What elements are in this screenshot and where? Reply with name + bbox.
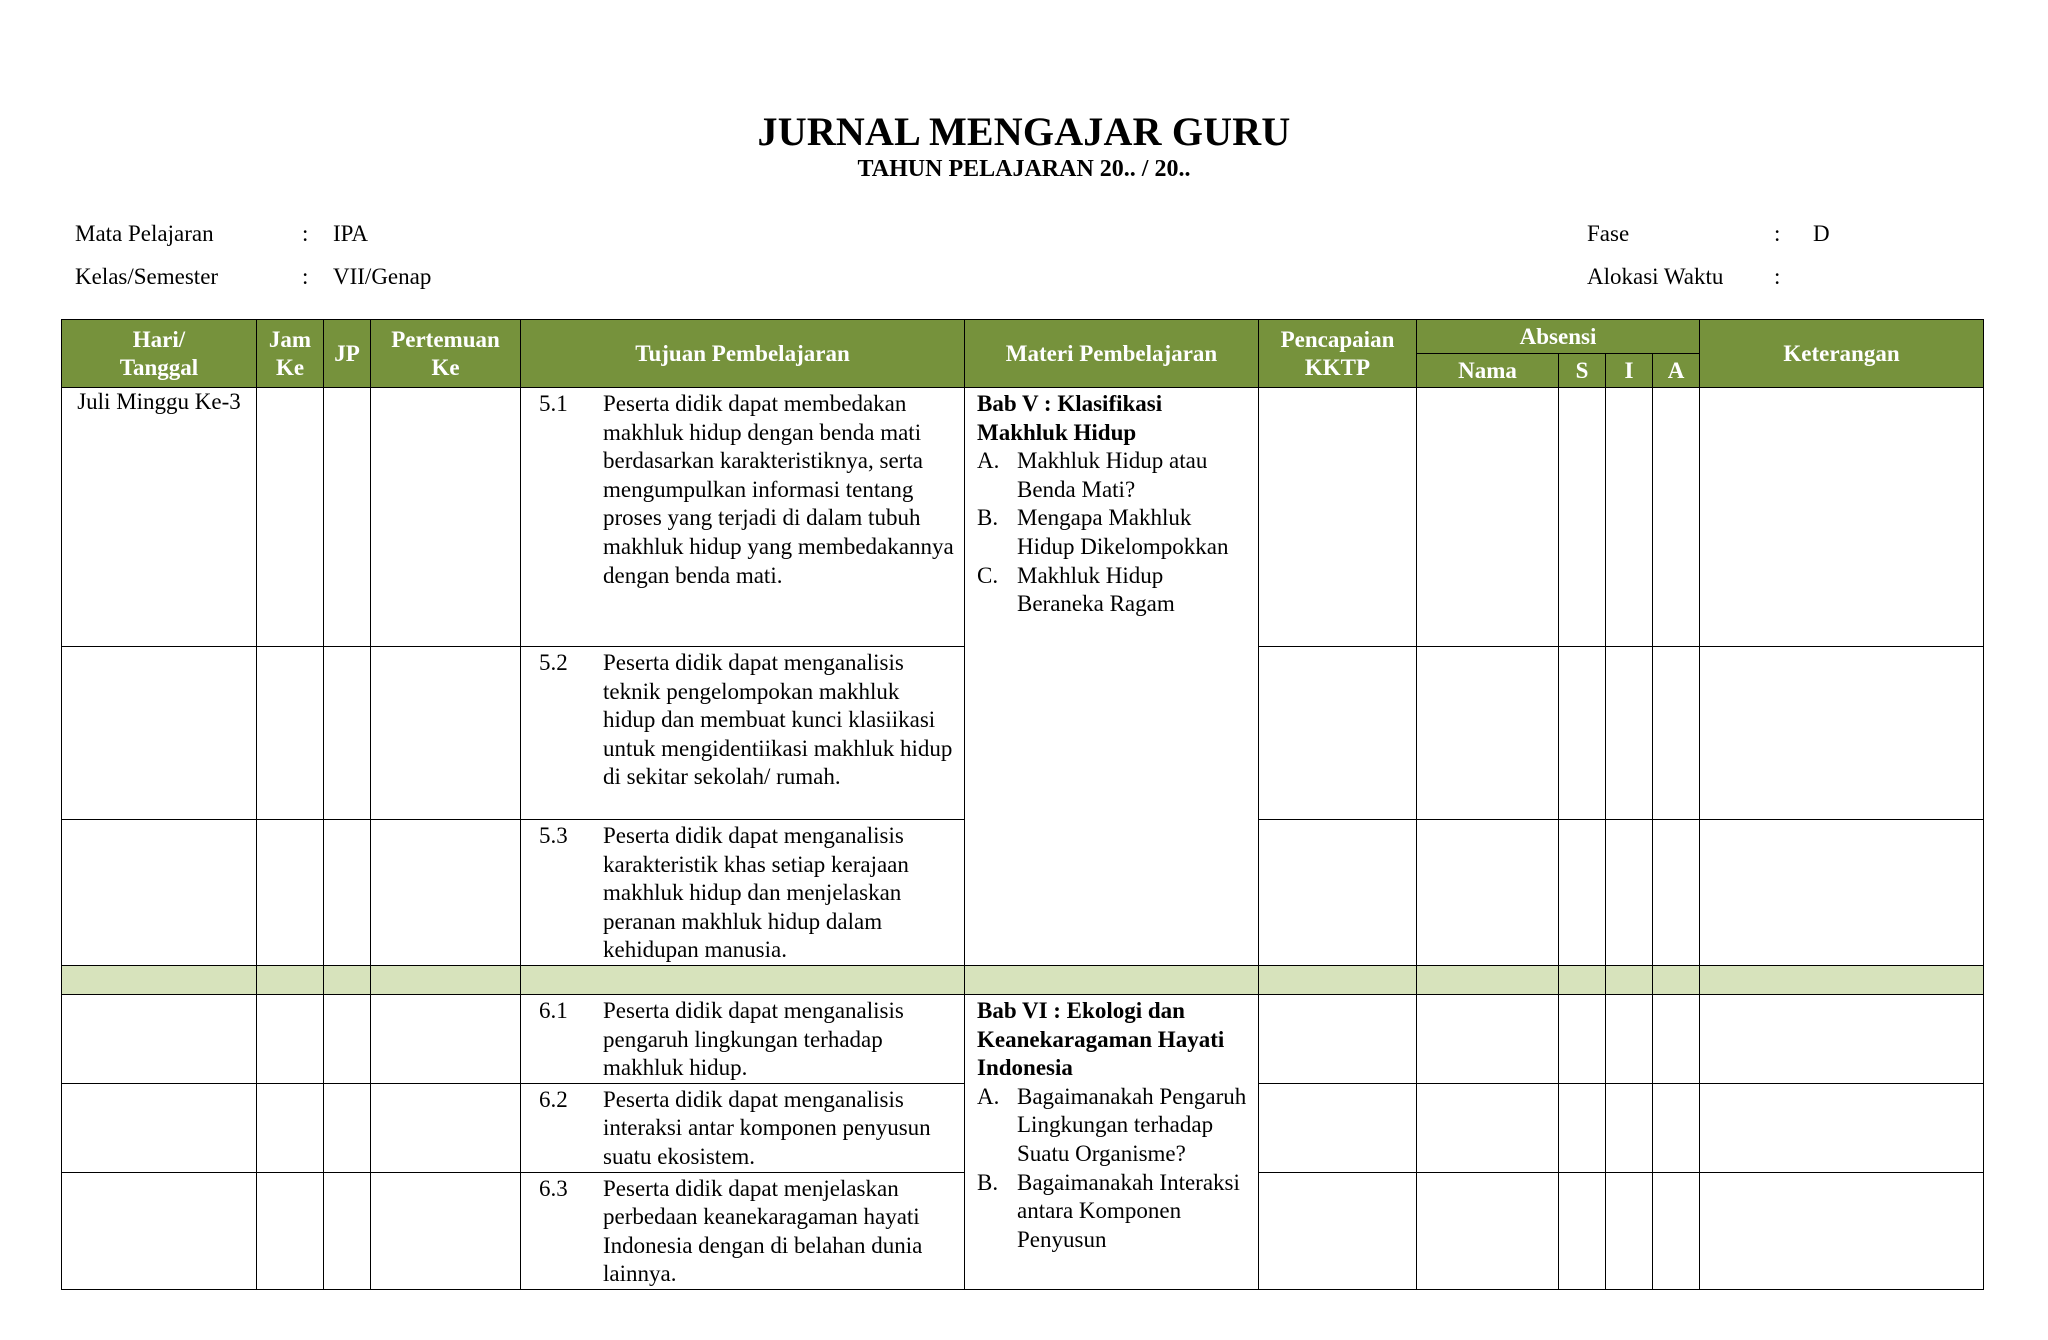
hari-tanggal-cell[interactable] <box>62 820 257 966</box>
jp-cell[interactable] <box>324 647 371 820</box>
separator-row <box>62 965 1984 994</box>
kelas-semester-value: VII/Genap <box>333 264 432 289</box>
materi-cell <box>965 994 1259 1289</box>
pertemuan-ke-cell[interactable] <box>371 1083 521 1172</box>
a-cell[interactable] <box>1653 1083 1700 1172</box>
pencapaian-cell[interactable] <box>1259 1172 1417 1289</box>
mata-pelajaran-label: Mata Pelajaran <box>75 221 214 246</box>
tujuan-cell <box>521 388 965 647</box>
jam-ke-cell[interactable] <box>257 388 324 647</box>
nama-cell[interactable] <box>1417 388 1559 647</box>
header-jam-ke: Jam Ke <box>257 320 324 388</box>
s-cell[interactable] <box>1559 1083 1606 1172</box>
pertemuan-ke-cell[interactable] <box>371 388 521 647</box>
jam-ke-cell[interactable] <box>257 1172 324 1289</box>
page-title: JURNAL MENGAJAR GURU <box>757 109 1291 154</box>
tujuan-number: 6.3 <box>539 1175 568 1201</box>
tujuan-cell <box>521 1083 965 1172</box>
pencapaian-cell[interactable] <box>1259 1083 1417 1172</box>
header-pertemuan-ke: Pertemuan Ke <box>371 320 521 388</box>
materi-item: B. Bagaimanakah Interaksi antara Komponen Penyusun <box>977 1169 1240 1252</box>
table-row <box>62 388 1984 647</box>
header-hari-tanggal: Hari/ Tanggal <box>62 320 257 388</box>
tujuan-number: 5.1 <box>539 391 568 416</box>
keterangan-cell[interactable] <box>1700 994 1984 1083</box>
i-cell[interactable] <box>1606 1083 1653 1172</box>
keterangan-cell[interactable] <box>1700 820 1984 966</box>
i-cell[interactable] <box>1606 994 1653 1083</box>
keterangan-cell[interactable] <box>1700 647 1984 820</box>
hari-tanggal-cell[interactable]: Juli Minggu Ke-3 <box>62 388 257 647</box>
pertemuan-ke-cell[interactable] <box>371 820 521 966</box>
nama-cell[interactable] <box>1417 647 1559 820</box>
jp-cell[interactable] <box>324 820 371 966</box>
tujuan-cell <box>521 647 965 820</box>
nama-cell[interactable] <box>1417 994 1559 1083</box>
fase-label: Fase <box>1587 221 1630 246</box>
tujuan-number: 6.1 <box>539 997 568 1023</box>
table-row <box>62 994 1984 1083</box>
keterangan-cell[interactable] <box>1700 1172 1984 1289</box>
jp-cell[interactable] <box>324 1083 371 1172</box>
pencapaian-cell[interactable] <box>1259 647 1417 820</box>
materi-bab-title: Bab V : Klasifikasi Makhluk Hidup <box>977 391 1163 445</box>
a-cell[interactable] <box>1653 388 1700 647</box>
kelas-semester-colon: : <box>302 264 309 289</box>
jp-cell[interactable] <box>324 994 371 1083</box>
header-pencapaian-kktp: Pencapaian KKTP <box>1259 320 1417 388</box>
materi-item: A. Makhluk Hidup atau Benda Mati? <box>977 448 1208 502</box>
hari-tanggal-cell[interactable] <box>62 1083 257 1172</box>
header-keterangan: Keterangan <box>1700 320 1984 388</box>
header-jp: JP <box>324 320 371 388</box>
jp-cell[interactable] <box>324 1172 371 1289</box>
s-cell[interactable] <box>1559 820 1606 966</box>
s-cell[interactable] <box>1559 994 1606 1083</box>
tujuan-text: Peserta didik dapat menganalisis karakteristik khas setiap kerajaan makhluk hidup dan menjelaskan peranan makhluk hidup dalam kehidupan manusia. <box>603 823 909 963</box>
pencapaian-cell[interactable] <box>1259 994 1417 1083</box>
i-cell[interactable] <box>1606 820 1653 966</box>
i-cell[interactable] <box>1606 388 1653 647</box>
tujuan-text: Peserta didik dapat menganalisis interaksi antar komponen penyusun suatu ekosistem. <box>603 1086 931 1169</box>
materi-item: A. Bagaimanakah Pengaruh Lingkungan terhadap Suatu Organisme? <box>977 1083 1247 1166</box>
page-subtitle: TAHUN PELAJARAN 20.. / 20.. <box>857 156 1191 182</box>
keterangan-cell[interactable] <box>1700 1083 1984 1172</box>
header-tujuan-pembelajaran: Tujuan Pembelajaran <box>521 320 965 388</box>
jam-ke-cell[interactable] <box>257 994 324 1083</box>
mata-pelajaran-colon: : <box>302 221 309 246</box>
jam-ke-cell[interactable] <box>257 1083 324 1172</box>
s-cell[interactable] <box>1559 388 1606 647</box>
jurnal-table <box>61 319 1984 1290</box>
a-cell[interactable] <box>1653 647 1700 820</box>
tujuan-number: 6.2 <box>539 1086 568 1112</box>
mata-pelajaran-value: IPA <box>333 221 368 246</box>
a-cell[interactable] <box>1653 820 1700 966</box>
header-absensi: Absensi <box>1417 320 1700 354</box>
a-cell[interactable] <box>1653 994 1700 1083</box>
pertemuan-ke-cell[interactable] <box>371 1172 521 1289</box>
jam-ke-cell[interactable] <box>257 647 324 820</box>
tujuan-cell <box>521 1172 965 1289</box>
tujuan-text: Peserta didik dapat menjelaskan perbedaan keanekaragaman hayati Indonesia dengan di belahan dunia lainnya. <box>603 1175 923 1287</box>
tujuan-text: Peserta didik dapat menganalisis teknik pengelompokan makhluk hidup dan membuat kunci klasiikasi untuk mengidentiikasi makhluk hidup di sekitar sekolah/ rumah. <box>603 650 953 790</box>
hari-tanggal-cell[interactable] <box>62 994 257 1083</box>
tujuan-text: Peserta didik dapat menganalisis pengaruh lingkungan terhadap makhluk hidup. <box>603 997 904 1081</box>
hari-tanggal-cell[interactable] <box>62 647 257 820</box>
kelas-semester-label: Kelas/Semester <box>75 264 219 289</box>
i-cell[interactable] <box>1606 1172 1653 1289</box>
keterangan-cell[interactable] <box>1700 388 1984 647</box>
pencapaian-cell[interactable] <box>1259 388 1417 647</box>
alokasi-waktu-colon: : <box>1774 264 1781 289</box>
tujuan-number: 5.3 <box>539 823 568 848</box>
hari-tanggal-cell[interactable] <box>62 1172 257 1289</box>
materi-item: B. Mengapa Makhluk Hidup Dikelompokkan <box>977 505 1229 559</box>
materi-cell <box>965 388 1259 966</box>
header-i: I <box>1606 354 1653 388</box>
nama-cell[interactable] <box>1417 1172 1559 1289</box>
s-cell[interactable] <box>1559 1172 1606 1289</box>
jp-cell[interactable] <box>324 388 371 647</box>
pertemuan-ke-cell[interactable] <box>371 647 521 820</box>
tujuan-number: 5.2 <box>539 650 568 675</box>
fase-colon: : <box>1774 221 1781 246</box>
a-cell[interactable] <box>1653 1172 1700 1289</box>
pencapaian-cell[interactable] <box>1259 820 1417 966</box>
nama-cell[interactable] <box>1417 820 1559 966</box>
nama-cell[interactable] <box>1417 1083 1559 1172</box>
header-a: A <box>1653 354 1700 388</box>
alokasi-waktu-label: Alokasi Waktu <box>1587 264 1724 289</box>
jam-ke-cell[interactable] <box>257 820 324 966</box>
header-nama: Nama <box>1417 354 1559 388</box>
i-cell[interactable] <box>1606 647 1653 820</box>
materi-bab-title: Bab VI : Ekologi dan Keanekaragaman Hayati Indonesia <box>977 997 1225 1081</box>
header-materi-pembelajaran: Materi Pembelajaran <box>965 320 1259 388</box>
header-s: S <box>1559 354 1606 388</box>
fase-value: D <box>1813 221 1830 246</box>
tujuan-cell <box>521 994 965 1083</box>
tujuan-text: Peserta didik dapat membedakan makhluk hidup dengan benda mati berdasarkan karakteristiknya, serta mengumpulkan informasi tentang proses yang terjadi di dalam tubuh makhluk hidup yang membedakannya dengan benda mati. <box>603 391 954 588</box>
s-cell[interactable] <box>1559 647 1606 820</box>
tujuan-cell <box>521 820 965 966</box>
materi-item: C. Makhluk Hidup Beraneka Ragam <box>977 562 1175 617</box>
pertemuan-ke-cell[interactable] <box>371 994 521 1083</box>
